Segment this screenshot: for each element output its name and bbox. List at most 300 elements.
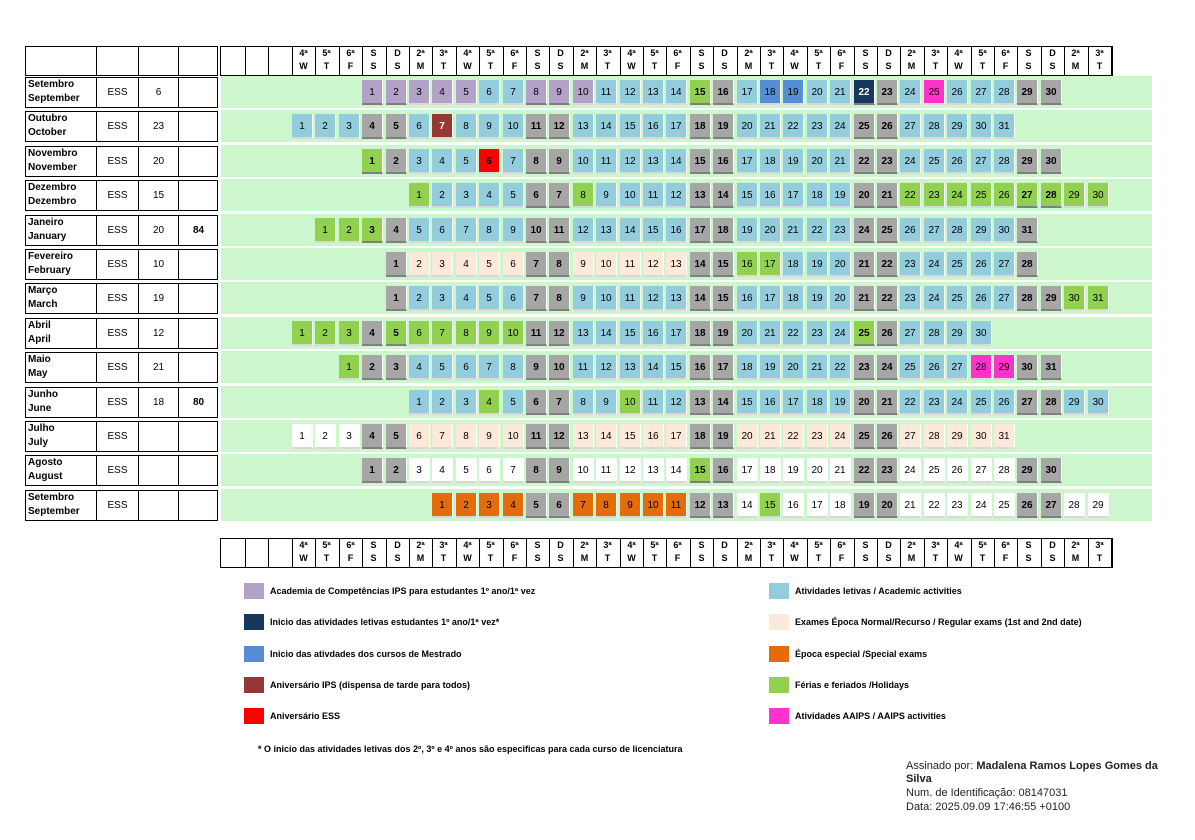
header-top-divider (268, 46, 269, 76)
calendar-day: 12 (690, 493, 711, 518)
calendar-day: 23 (807, 114, 828, 139)
header-bottom-weekday-en: M (907, 553, 916, 563)
calendar-day: 24 (830, 114, 851, 139)
calendar-day: 20 (807, 458, 828, 483)
calendar-day: 3 (386, 355, 407, 380)
calendar-day: 30 (1017, 355, 1038, 380)
legend-label: Inicio das atividades letivas estudantes 1º ano/1ª vez* (270, 617, 500, 627)
calendar-day: 6 (479, 80, 500, 105)
calendar-day: 19 (713, 321, 734, 346)
calendar-day: 30 (1088, 183, 1109, 208)
dias-cell: 21 (152, 362, 165, 373)
header-bottom-weekday-pt: 2ª (1071, 540, 1080, 550)
legend-swatch (769, 646, 789, 662)
signature-id: Num. de Identificação: 08147031 (906, 787, 1068, 799)
row-divider (178, 146, 179, 177)
calendar-day: 3 (339, 114, 360, 139)
legend-swatch (244, 583, 264, 599)
header-bottom-weekday-pt: D (394, 540, 401, 550)
legend-swatch (769, 583, 789, 599)
calendar-day: 25 (924, 149, 945, 174)
signature-name: Madalena Ramos Lopes Gomes da (976, 760, 1158, 772)
month-name-en: Dezembro (28, 196, 77, 207)
calendar-day: 15 (690, 458, 711, 483)
calendar-day: 1 (362, 80, 383, 105)
calendar-day: 11 (526, 321, 547, 346)
escola-cell: ESS (107, 190, 128, 201)
calendar-day: 25 (947, 286, 968, 311)
legend-label: Férias e feriados /Holidays (795, 680, 910, 690)
month-name-en: July (28, 437, 49, 448)
dias-cell: 20 (152, 156, 165, 167)
calendar-day: 2 (362, 355, 383, 380)
calendar-day: 25 (877, 218, 898, 243)
calendar-day: 28 (947, 218, 968, 243)
calendar-day: 3 (409, 458, 430, 483)
calendar-day: 21 (854, 286, 875, 311)
header-top-weekday-pt: S (698, 48, 705, 58)
calendar-day: 31 (994, 114, 1015, 139)
calendar-day: 5 (503, 183, 524, 208)
header-top-weekday-en: S (394, 61, 401, 71)
calendar-day: 19 (854, 493, 875, 518)
calendar-day: 22 (783, 321, 804, 346)
escola-cell: ESS (107, 156, 128, 167)
legend-label: Inicio das ativdades dos cursos de Mestrado (270, 649, 462, 659)
calendar-day: 9 (549, 458, 570, 483)
calendar-day: 11 (620, 286, 641, 311)
header-bottom-weekday-pt: 2ª (416, 540, 425, 550)
header-bottom-divider (245, 538, 246, 568)
calendar-day: 30 (1041, 80, 1062, 105)
calendar-day: 4 (479, 390, 500, 415)
header-top-weekday-pt: 6ª (673, 48, 682, 58)
header-top-weekday-pt: 2ª (416, 48, 425, 58)
calendar-day: 17 (737, 149, 758, 174)
calendar-day: 8 (549, 286, 570, 311)
calendar-day: 2 (386, 80, 407, 105)
calendar-day: 12 (643, 252, 664, 277)
calendar-day: 18 (737, 355, 758, 380)
header-bottom-weekday-en: S (394, 553, 401, 563)
row-divider (138, 455, 139, 486)
row-divider (178, 249, 179, 280)
calendar-day: 19 (783, 149, 804, 174)
calendar-day: 25 (854, 424, 875, 449)
header-top-weekday-pt: 2ª (744, 48, 753, 58)
header-top-weekday-pt: 3ª (767, 48, 776, 58)
calendar-day: 23 (807, 321, 828, 346)
header-top-weekday-pt: 3ª (603, 48, 612, 58)
calendar-day: 9 (549, 149, 570, 174)
calendar-day: 15 (713, 286, 734, 311)
header-top-weekday-pt: 5ª (486, 48, 495, 58)
calendar-day: 8 (479, 218, 500, 243)
calendar-day: 12 (620, 149, 641, 174)
calendar-day: 4 (503, 493, 524, 518)
calendar-day: 28 (924, 114, 945, 139)
calendar-day: 21 (900, 493, 921, 518)
calendar-day: 29 (947, 114, 968, 139)
calendar-day: 18 (690, 321, 711, 346)
header-top-weekday-pt: 3ª (1095, 48, 1104, 58)
header-bottom-weekday-en: S (534, 553, 541, 563)
calendar-day: 2 (386, 149, 407, 174)
calendar-day: 21 (760, 321, 781, 346)
header-bottom-weekday-pt: D (885, 540, 892, 550)
calendar-day: 30 (971, 321, 992, 346)
month-name-pt: Julho (28, 423, 55, 434)
calendar-day: 28 (924, 424, 945, 449)
calendar-day: 14 (713, 390, 734, 415)
header-bottom-weekday-pt: 6ª (1001, 540, 1010, 550)
header-bottom-weekday-pt: 4ª (790, 540, 799, 550)
header-top-weekday-en: T (979, 61, 986, 71)
calendar-day: 14 (666, 149, 687, 174)
calendar-day: 28 (1017, 286, 1038, 311)
calendar-day: 10 (549, 355, 570, 380)
calendar-day: 10 (503, 321, 524, 346)
header-bottom-weekday-pt: 6ª (837, 540, 846, 550)
calendar-day: 1 (292, 424, 313, 449)
header-top-weekday-pt: 2ª (580, 48, 589, 58)
calendar-day: 5 (386, 114, 407, 139)
calendar-day: 19 (737, 218, 758, 243)
calendar-day: 9 (479, 321, 500, 346)
calendar-day: 26 (947, 149, 968, 174)
calendar-day: 8 (456, 114, 477, 139)
calendar-day: 13 (573, 424, 594, 449)
calendar-day: 6 (479, 458, 500, 483)
calendar-day: 24 (900, 149, 921, 174)
month-name-en: June (28, 403, 52, 414)
calendar-day: 5 (456, 458, 477, 483)
calendar-day: 21 (830, 80, 851, 105)
month-name-en: September (28, 506, 80, 517)
header-bottom-weekday-pt: 5ª (978, 540, 987, 550)
calendar-day: 22 (854, 80, 875, 105)
calendar-day: 7 (526, 252, 547, 277)
calendar-day: 2 (432, 390, 453, 415)
calendar-day: 2 (409, 252, 430, 277)
calendar-day: 1 (386, 286, 407, 311)
header-top-weekday-pt: 4ª (790, 48, 799, 58)
calendar-day: 25 (947, 252, 968, 277)
month-name-en: October (28, 127, 67, 138)
calendar-day: 3 (409, 149, 430, 174)
calendar-day: 20 (854, 183, 875, 208)
calendar-day: 20 (830, 252, 851, 277)
calendar-day: 15 (620, 114, 641, 139)
calendar-day: 26 (947, 458, 968, 483)
calendar-day: 16 (737, 252, 758, 277)
header-bottom-weekday-en: T (815, 553, 822, 563)
calendar-day: 28 (1017, 252, 1038, 277)
calendar-day: 29 (1041, 286, 1062, 311)
header-top-weekday-en: T (815, 61, 822, 71)
calendar-day: 22 (877, 286, 898, 311)
month-name-en: April (28, 334, 51, 345)
header-bottom-weekday-en: W (790, 553, 799, 563)
calendar-day: 24 (830, 321, 851, 346)
header-top-weekday-pt: D (1049, 48, 1056, 58)
escola-cell: ESS (107, 362, 128, 373)
header-top-weekday-en: S (862, 61, 869, 71)
calendar-day: 10 (503, 424, 524, 449)
header-top-weekday-en: S (1049, 61, 1056, 71)
calendar-day: 2 (339, 218, 360, 243)
header-bottom-weekday-en: F (347, 553, 354, 563)
calendar-day: 20 (783, 355, 804, 380)
calendar-day: 25 (854, 114, 875, 139)
header-top-weekday-pt: 5ª (322, 48, 331, 58)
header-top-weekday-en: T (768, 61, 775, 71)
calendar-day: 9 (620, 493, 641, 518)
calendar-day: 18 (783, 252, 804, 277)
calendar-day: 25 (994, 493, 1015, 518)
header-top-weekday-en: T (440, 61, 447, 71)
calendar-day: 18 (713, 218, 734, 243)
calendar-day: 30 (994, 218, 1015, 243)
header-bottom-weekday-pt: 3ª (931, 540, 940, 550)
escola-cell: ESS (107, 397, 128, 408)
header-top-weekday-en: T (487, 61, 494, 71)
calendar-day: 20 (737, 424, 758, 449)
header-bottom-weekday-pt: 4ª (954, 540, 963, 550)
calendar-day: 3 (432, 252, 453, 277)
calendar-day: 13 (643, 458, 664, 483)
calendar-day: 5 (409, 218, 430, 243)
calendar-day: 3 (479, 493, 500, 518)
header-top-weekday-pt: 5ª (978, 48, 987, 58)
calendar-day: 3 (432, 286, 453, 311)
header-top-weekday-en: F (674, 61, 681, 71)
calendar-day: 23 (900, 252, 921, 277)
calendar-day: 5 (386, 321, 407, 346)
row-divider (138, 421, 139, 452)
calendar-day: 24 (877, 355, 898, 380)
calendar-day: 16 (783, 493, 804, 518)
calendar-day: 29 (947, 321, 968, 346)
calendar-day: 17 (737, 80, 758, 105)
calendar-day: 21 (783, 218, 804, 243)
calendar-day: 6 (409, 321, 430, 346)
calendar-day: 29 (947, 424, 968, 449)
calendar-day: 7 (503, 80, 524, 105)
calendar-day: 28 (994, 458, 1015, 483)
calendar-day: 9 (526, 355, 547, 380)
calendar-day: 14 (737, 493, 758, 518)
calendar-day: 20 (807, 80, 828, 105)
legend-label: Aniversário ESS (270, 711, 341, 721)
calendar-day: 15 (737, 183, 758, 208)
header-bottom-weekday-pt: 5ª (322, 540, 331, 550)
calendar-day: 13 (596, 218, 617, 243)
calendar-day: 27 (900, 114, 921, 139)
header-top-weekday-pt: 6ª (510, 48, 519, 58)
header-bottom-weekday-pt: 2ª (744, 540, 753, 550)
calendar-day: 24 (924, 286, 945, 311)
calendar-day: 24 (971, 493, 992, 518)
calendar-day: 18 (807, 183, 828, 208)
row-divider (178, 180, 179, 211)
calendar-day: 30 (1064, 286, 1085, 311)
calendar-day: 29 (1088, 493, 1109, 518)
calendar-day: 23 (877, 149, 898, 174)
calendar-day: 10 (620, 183, 641, 208)
header-bottom-weekday-en: M (416, 553, 425, 563)
header-top-weekday-pt: 2ª (907, 48, 916, 58)
calendar-day: 1 (362, 149, 383, 174)
month-name-en: February (28, 265, 71, 276)
header-bottom-weekday-pt: S (370, 540, 377, 550)
header-top-weekday-en: F (511, 61, 518, 71)
legend-swatch (244, 614, 264, 630)
calendar-day: 25 (900, 355, 921, 380)
header-top-weekday-en: S (557, 61, 564, 71)
calendar-day: 27 (994, 286, 1015, 311)
calendar-day: 28 (994, 80, 1015, 105)
header-top-weekday-pt: 6ª (1001, 48, 1010, 58)
header-top-weekday-pt: 6ª (346, 48, 355, 58)
calendar-day: 13 (620, 355, 641, 380)
calendar-day: 24 (947, 183, 968, 208)
calendar-day: 31 (1017, 218, 1038, 243)
header-bottom-weekday-en: T (323, 553, 330, 563)
calendar-day: 6 (432, 218, 453, 243)
calendar-day: 7 (503, 458, 524, 483)
calendar-day: 3 (339, 424, 360, 449)
month-name-en: November (28, 162, 77, 173)
calendar-day: 4 (479, 183, 500, 208)
calendar-day: 13 (713, 493, 734, 518)
header-bottom-weekday-pt: 3ª (439, 540, 448, 550)
calendar-day: 22 (854, 149, 875, 174)
header-bottom-weekday-pt: D (721, 540, 728, 550)
header-bottom-weekday-en: M (744, 553, 753, 563)
row-divider (178, 421, 179, 452)
calendar-day: 23 (854, 355, 875, 380)
calendar-day: 16 (643, 424, 664, 449)
calendar-day: 9 (596, 183, 617, 208)
header-bottom-weekday-pt: 5ª (486, 540, 495, 550)
header-top-weekday-pt: S (534, 48, 541, 58)
calendar-day: 29 (1064, 183, 1085, 208)
header-bottom-weekday-en: W (299, 553, 308, 563)
calendar-day: 27 (1017, 183, 1038, 208)
calendar-day: 17 (713, 355, 734, 380)
calendar-day: 19 (830, 183, 851, 208)
calendar-day: 17 (666, 114, 687, 139)
footnote: * O inicio das atividades letivas dos 2º, 3º e 4º anos são especificas para cada curso de licenciatura (258, 744, 683, 754)
calendar-day: 14 (666, 80, 687, 105)
month-name-pt: Outubro (28, 113, 68, 124)
calendar-day: 20 (830, 286, 851, 311)
header-bottom-weekday-pt: 5ª (814, 540, 823, 550)
header-bottom-weekday-en: T (1096, 553, 1103, 563)
header-top-weekday-en: M (744, 61, 753, 71)
calendar-day: 2 (432, 183, 453, 208)
calendar-day: 26 (971, 252, 992, 277)
left-header-divider (96, 46, 97, 76)
row-divider (178, 77, 179, 108)
header-bottom-weekday-en: T (604, 553, 611, 563)
header-top-weekday-en: M (1071, 61, 1080, 71)
header-top-weekday-en: T (651, 61, 658, 71)
month-name-pt: Dezembro (28, 182, 77, 193)
calendar-day: 24 (900, 458, 921, 483)
header-top-weekday-en: M (580, 61, 589, 71)
calendar-day: 14 (690, 286, 711, 311)
calendar-day: 16 (713, 149, 734, 174)
calendar-day: 22 (830, 355, 851, 380)
calendar-day: 5 (479, 286, 500, 311)
calendar-day: 22 (900, 390, 921, 415)
calendar-day: 22 (854, 458, 875, 483)
header-bottom-weekday-pt: 6ª (510, 540, 519, 550)
calendar-day: 15 (713, 252, 734, 277)
calendar-day: 10 (573, 458, 594, 483)
calendar-day: 7 (526, 286, 547, 311)
calendar-day: 26 (877, 321, 898, 346)
calendar-day: 3 (456, 183, 477, 208)
calendar-day: 21 (807, 355, 828, 380)
calendar-day: 10 (596, 286, 617, 311)
calendar-day: 18 (807, 390, 828, 415)
header-top-weekday-en: S (1025, 61, 1032, 71)
header-bottom-weekday-pt: S (1025, 540, 1032, 550)
calendar-day: 9 (573, 252, 594, 277)
header-top-weekday-pt: 4ª (463, 48, 472, 58)
row-divider (178, 283, 179, 314)
dias-cell: 19 (152, 293, 165, 304)
legend-label: Exames Época Normal/Recurso / Regular exams (1st and 2nd date) (795, 617, 1082, 627)
header-top-weekday-pt: D (721, 48, 728, 58)
calendar-day: 4 (432, 149, 453, 174)
calendar-day: 25 (924, 458, 945, 483)
month-name-en: May (28, 368, 48, 379)
calendar-day: 27 (971, 458, 992, 483)
calendar-day: 9 (573, 286, 594, 311)
calendar-day: 29 (1017, 80, 1038, 105)
header-bottom-weekday-pt: D (557, 540, 564, 550)
legend-swatch (769, 708, 789, 724)
calendar-day: 8 (526, 80, 547, 105)
calendar-day: 2 (315, 114, 336, 139)
calendar-day: 13 (666, 286, 687, 311)
calendar-day: 10 (573, 80, 594, 105)
calendar-day: 6 (503, 252, 524, 277)
calendar-day: 16 (643, 321, 664, 346)
calendar-day: 19 (713, 424, 734, 449)
calendar-day: 14 (596, 321, 617, 346)
calendar-day: 18 (830, 493, 851, 518)
row-divider (178, 490, 179, 521)
calendar-day: 12 (549, 424, 570, 449)
header-bottom-weekday-en: T (440, 553, 447, 563)
calendar-day: 8 (526, 458, 547, 483)
calendar-day: 7 (573, 493, 594, 518)
calendar-day: 30 (971, 114, 992, 139)
calendar-day: 11 (666, 493, 687, 518)
calendar-day: 19 (783, 80, 804, 105)
escola-cell: ESS (107, 225, 128, 236)
calendar-day: 21 (877, 183, 898, 208)
header-top-weekday-en: F (347, 61, 354, 71)
calendar-day: 22 (783, 114, 804, 139)
row-divider (178, 318, 179, 349)
header-top-weekday-pt: D (557, 48, 564, 58)
